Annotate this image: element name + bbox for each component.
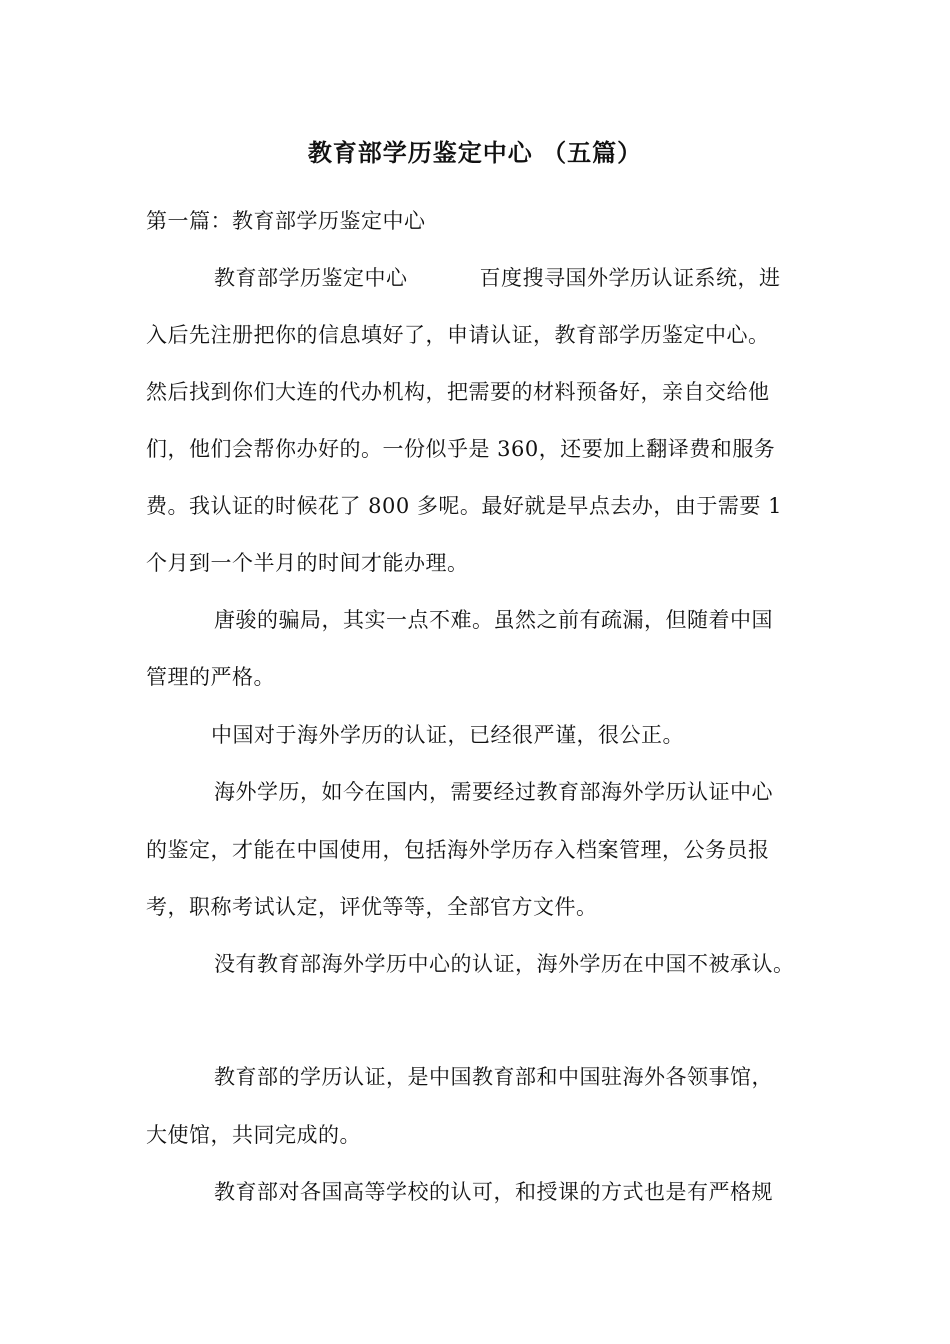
- paragraph-1-line-3: 然后找到你们大连的代办机构，把需要的材料预备好，亲自交给他: [146, 380, 770, 404]
- paragraph-1-line-1: [214, 263, 781, 293]
- paragraph-1-line-4: 们，他们会帮你办好的。一份似乎是 360，还要加上翻译费和服务: [146, 437, 776, 461]
- paragraph-4-line-1: 海外学历，如今在国内，需要经过教育部海外学历认证中心: [214, 780, 773, 804]
- paragraph-2-line-1: 唐骏的骗局，其实一点不难。虽然之前有疏漏，但随着中国: [214, 608, 773, 632]
- paragraph-7-line-1: 教育部对各国高等学校的认可，和授课的方式也是有严格规: [214, 1180, 773, 1204]
- paragraph-1-line-1-rest: 百度搜寻国外学历认证系统，进: [479, 266, 781, 290]
- paragraph-4-line-3: 考，职称考试认定，评优等等，全部官方文件。: [146, 895, 598, 919]
- paragraph-2-line-2: 管理的严格。: [146, 665, 275, 689]
- paragraph-5-line-1: 没有教育部海外学历中心的认证，海外学历在中国不被承认。: [214, 952, 795, 976]
- section-heading: 第一篇：教育部学历鉴定中心: [146, 209, 426, 233]
- paragraph-1-lead: 教育部学历鉴定中心: [214, 266, 408, 290]
- paragraph-1-line-2: 入后先注册把你的信息填好了，申请认证，教育部学历鉴定中心。: [146, 323, 770, 347]
- paragraph-4-line-2: 的鉴定，才能在中国使用，包括海外学历存入档案管理，公务员报: [146, 838, 770, 862]
- paragraph-1-line-6: 个月到一个半月的时间才能办理。: [146, 551, 469, 575]
- paragraph-6-line-1: 教育部的学历认证，是中国教育部和中国驻海外各领事馆，: [214, 1065, 773, 1089]
- paragraph-1-line-5: 费。我认证的时候花了 800 多呢。最好就是早点去办，由于需要 1: [146, 494, 782, 518]
- paragraph-3-line-1: 中国对于海外学历的认证，已经很严谨，很公正。: [211, 723, 684, 747]
- paragraph-6-line-2: 大使馆，共同完成的。: [146, 1123, 361, 1147]
- document-title: 教育部学历鉴定中心 （五篇）: [307, 138, 643, 167]
